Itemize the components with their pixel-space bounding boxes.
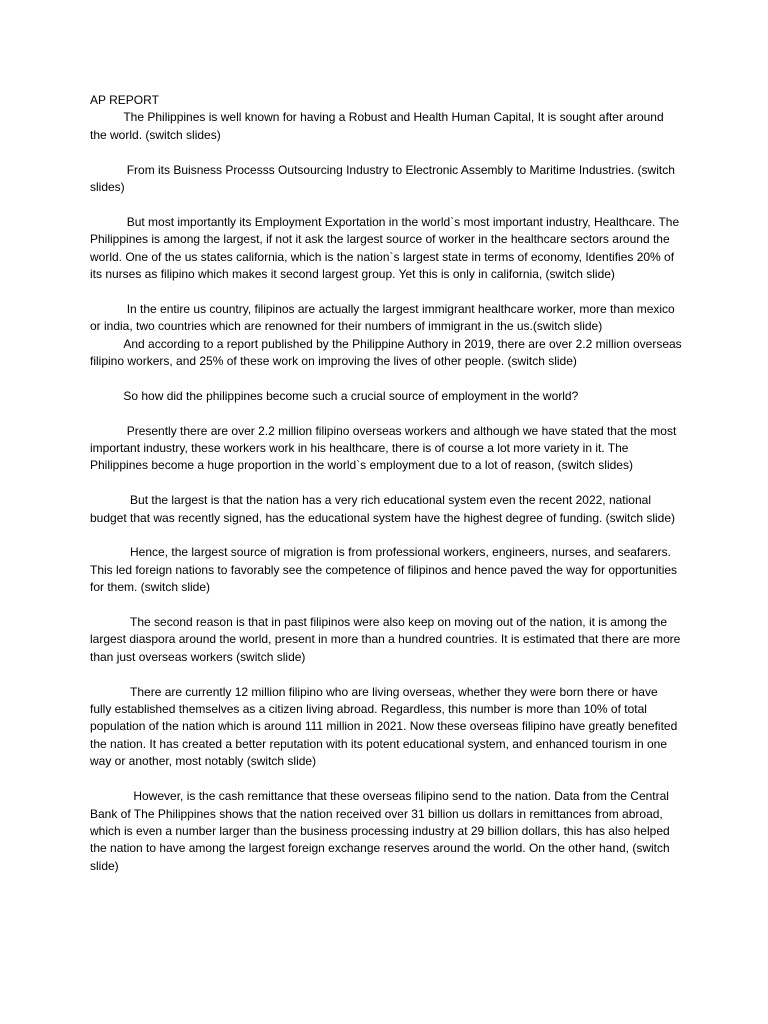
paragraph-spacer [90,370,682,387]
paragraph-2: From its Buisness Processs Outsourcing Industry to Electronic Assembly to Maritime Industries. (switch slides) [90,162,679,195]
paragraph-3: But most importantly its Employment Exportation in the world`s most important industry, Healthcare. The Philippines is among the largest, if not it ask the largest source of worker in the healthcare sectors around the world. One of the us states california, which is the nation`s largest state in terms of economy, Identifies 20% of its nurses as filipino which makes it second largest group. Yet this is only in california, (switch slide) [90,214,683,282]
paragraph-spacer [90,666,682,683]
paragraph-spacer [90,405,682,422]
paragraph-5: And according to a report published by the Philippine Authory in 2019, there are over 2.2 million overseas filipino workers, and 25% of these work on improving the lives of other people. (switch slide) [90,336,686,369]
paragraph-7: Presently there are over 2.2 million filipino overseas workers and although we have stated that the most important industry, these workers work in his healthcare, there is of course a lot more variety in it. The Philippines become a huge proportion in the world`s employment due to a lot of reason, (switch slides) [90,423,680,473]
paragraph-6: So how did the philippines become such a crucial source of employment in the world? [90,388,579,403]
document-page [90,92,686,875]
paragraph-11: There are currently 12 million filipino who are living overseas, whether they were born there or have fully established themselves as a citizen living abroad. Regardless, this number is more than 10% of total population of the nation which is around 111 million in 2021. Now these overseas filipino have greatly benefited the nation. It has created a better reputation with its potent educational system, and enhanced tourism in one way or another, most notably (switch slide) [90,684,681,769]
paragraph-spacer [90,597,682,614]
paragraph-spacer [90,527,682,544]
paragraph-4: In the entire us country, filipinos are actually the largest immigrant healthcare worker, more than mexico or india, two countries which are renowned for their numbers of immigrant in the us.(switch slide) [90,301,679,334]
paragraph-spacer [90,283,682,300]
paragraph-spacer [90,771,682,788]
paragraph-spacer [90,475,682,492]
paragraph-12: However, is the cash remittance that these overseas filipino send to the nation. Data from the Central Bank of The Philippines shows that the nation received over 31 billion us dollars in remittances from abroad, which is even a number larger than the business processing industry at 29 billion dollars, this has also helped the nation to have among the largest foreign exchange reserves around the world. On the other hand, (switch slide) [90,789,674,873]
document-title: AP REPORT [90,93,159,107]
paragraph-spacer [90,144,682,161]
paragraph-spacer [90,196,682,213]
paragraph-9: Hence, the largest source of migration is from professional workers, engineers, nurses, and seafarers. This led foreign nations to favorably see the competence of filipinos and hence paved the way for opportunities for them. (switch slide) [90,545,681,595]
paragraph-10: The second reason is that in past filipinos were also keep on moving out of the nation, it is among the largest diaspora around the world, present in more than a hundred countries. It is estimated that there are more than just overseas workers (switch slide) [90,615,684,664]
paragraph-1: The Philippines is well known for having a Robust and Health Human Capital, It is sought after around the world. (switch slides) [90,110,667,142]
paragraph-8: But the largest is that the nation has a very rich educational system even the recent 2022, national budget that was recently signed, has the educational system have the highest degree of funding. (switch slide) [90,493,676,525]
